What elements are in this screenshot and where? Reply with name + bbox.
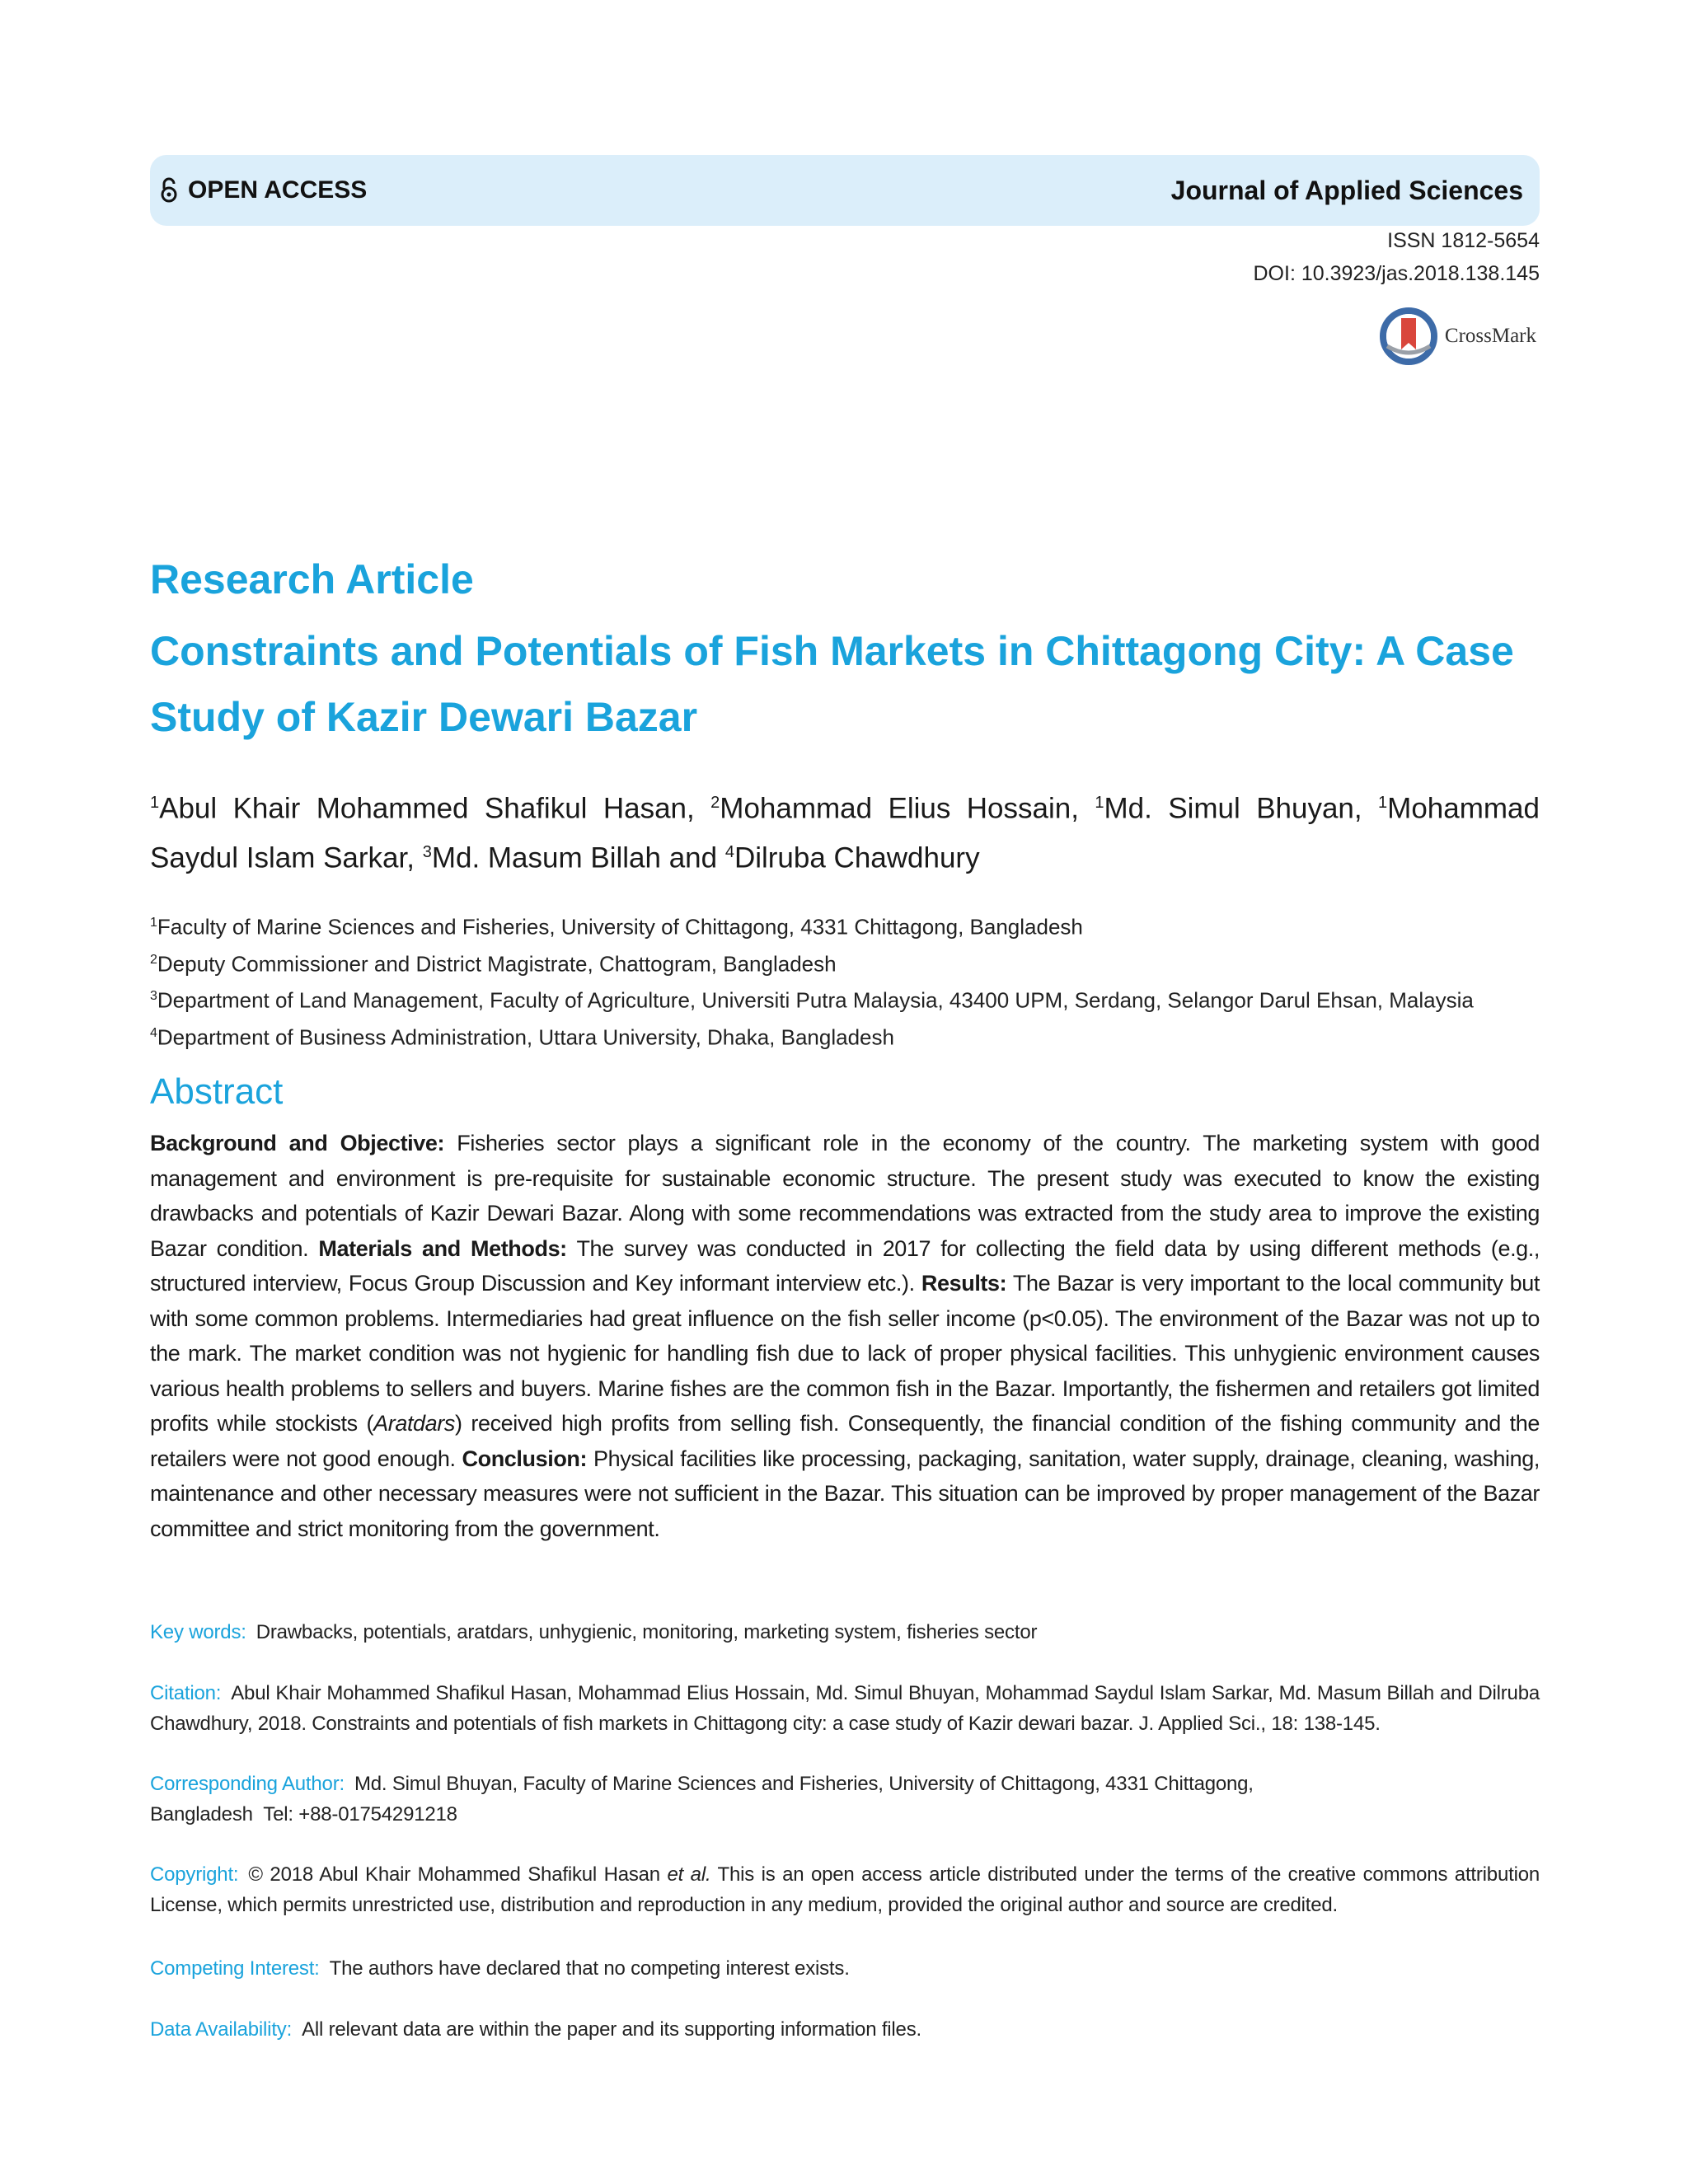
author-list: $^1$Abul Khair Mohammed Shafikul Hasan, $^2$Mohammad Elius Hossain, $^1$Md. Simul Bhuyan, $^1$Mohammad Saydul Islam Sarkar, $^3$Md. Masum Billah and $^4$Dilruba Chawdhury bbox=[150, 792, 1540, 874]
competing-interest: Competing Interest: The authors have declared that no competing interest exists. bbox=[150, 1957, 850, 1980]
author-sup: 2 bbox=[710, 794, 720, 812]
author-sup: 1 bbox=[150, 794, 160, 812]
crossmark-label: CrossMark bbox=[1444, 325, 1536, 347]
open-lock-icon bbox=[160, 177, 178, 204]
abstract-body: Background and Objective: Fisheries sector plays a significant role in the economy of the country. The marketing system with good management and environment is pre-requisite for sustainable economic structure. The present study was executed to know the existing drawbacks and potentials of Kazir Dewari Bazar. Along with some recommendations was extracted from the study area to improve the existing Bazar condition. Materials and Methods: The survey was conducted in 2017 for collecting the field data by using different methods (e.g., structured interview, Focus Group Discussion and Key informant interview etc.). Results: The Bazar is very important to the local community but with some common problems. Intermediaries had great influence on the fish seller income (p<0.05). The environment of the Bazar was not up to the mark. The market condition was not hygienic for handling fish due to lack of proper physical facilities. This unhygienic environment causes various health problems to sellers and buyers. Marine fishes are the common fish in the Bazar. Importantly, the fishermen and retailers got limited profits while stockists (Aratdars) received high profits from selling fish. Consequently, the financial condition of the fishing community and the retailers were not good enough. Conclusion: Physical facilities like processing, packaging, sanitation, water supply, drainage, cleaning, washing, maintenance and other necessary measures were not sufficient in the Bazar. This situation can be improved by proper management of the Bazar committee and strict monitoring from the government. bbox=[150, 1131, 1540, 1541]
corresponding-label: Corresponding Author: bbox=[150, 1773, 345, 1795]
crossmark-button[interactable] bbox=[1379, 307, 1536, 366]
abstract-section-label: Background and Objective: bbox=[150, 1131, 445, 1155]
citation-label: Citation: bbox=[150, 1682, 222, 1704]
author-name: Abul Khair Mohammed Shafikul Hasan bbox=[159, 792, 687, 825]
open-access-label: OPEN ACCESS bbox=[188, 176, 368, 204]
affiliation: $^2$Deputy Commissioner and District Magistrate, Chattogram, Bangladesh bbox=[150, 951, 837, 977]
article-type: Research Article bbox=[150, 556, 474, 602]
abstract-heading: Abstract bbox=[150, 1071, 284, 1112]
copyright: Copyright: © 2018 Abul Khair Mohammed Shafikul Hasan et al. This is an open access article distributed under the terms of the creative commons attribution License, which permits unrestricted use, distribution and reproduction in any medium, provided the original author and source are credited. bbox=[150, 1863, 1540, 1916]
affiliation: $^4$Department of Business Administration, Uttara University, Dhaka, Bangladesh bbox=[150, 1024, 894, 1050]
crossmark-icon bbox=[1379, 307, 1438, 366]
abstract-section-label: Materials and Methods: bbox=[318, 1235, 567, 1261]
author-sup: 1 bbox=[1378, 794, 1388, 812]
data-availability-label: Data Availability: bbox=[150, 2018, 293, 2041]
affiliation: $^3$Department of Land Management, Faculty of Agriculture, Universiti Putra Malaysia, 43400 UPM, Serdang, Selangor Darul Ehsan, Malaysia bbox=[150, 987, 1474, 1013]
abstract-section-label: Conclusion: bbox=[462, 1446, 588, 1471]
data-availability: Data Availability: All relevant data are within the paper and its supporting information files. bbox=[150, 2018, 921, 2041]
author-sup: 1 bbox=[1095, 794, 1104, 812]
doi-link[interactable]: DOI: 10.3923/jas.2018.138.145 bbox=[1253, 262, 1540, 285]
open-access-badge bbox=[160, 176, 367, 204]
author-sup: 3 bbox=[422, 842, 432, 861]
author-name: Md. Simul Bhuyan bbox=[1104, 792, 1354, 825]
citation: Citation: Abul Khair Mohammed Shafikul Hasan, Mohammad Elius Hossain, Md. Simul Bhuyan, Mohammad Saydul Islam Sarkar, Md. Masum Billah and Dilruba Chawdhury, 2018. Constraints and potentials of fish markets in Chittagong city: a case study of Kazir dewari bazar. J. Applied Sci., 18: 138-145. bbox=[150, 1682, 1540, 1735]
keywords-label: Key words: bbox=[150, 1621, 246, 1643]
author-name: Mohammad Saydul Islam Sarkar bbox=[150, 792, 1540, 874]
author-name: Mohammad Elius Hossain bbox=[720, 792, 1071, 825]
author-name: Md. Masum Billah bbox=[431, 841, 661, 874]
journal-banner bbox=[150, 155, 1540, 226]
affiliation: $^1$Faculty of Marine Sciences and Fisheries, University of Chittagong, 4331 Chittagong, Bangladesh bbox=[150, 914, 1083, 940]
keywords: Key words: Drawbacks, potentials, aratdars, unhygienic, monitoring, marketing system, fisheries sector bbox=[150, 1621, 1038, 1643]
affiliation-list bbox=[150, 907, 1540, 1054]
journal-name[interactable]: Journal of Applied Sciences bbox=[1170, 175, 1523, 205]
author-sup: 4 bbox=[724, 842, 734, 861]
copyright-label: Copyright: bbox=[150, 1863, 239, 1886]
author-name: Dilruba Chawdhury bbox=[734, 841, 980, 874]
issn: ISSN 1812-5654 bbox=[1387, 229, 1540, 252]
article-title: Constraints and Potentials of Fish Markets in Chittagong City: A Case Study of Kazir Dewari Bazar bbox=[150, 628, 1514, 740]
corresponding-author: Corresponding Author: Md. Simul Bhuyan, Faculty of Marine Sciences and Fisheries, University of Chittagong, 4331 Chittagong, Bangladesh Tel: +88-01754291218 bbox=[150, 1773, 1254, 1825]
competing-label: Competing Interest: bbox=[150, 1957, 320, 1980]
abstract-section-label: Results: bbox=[921, 1271, 1007, 1296]
